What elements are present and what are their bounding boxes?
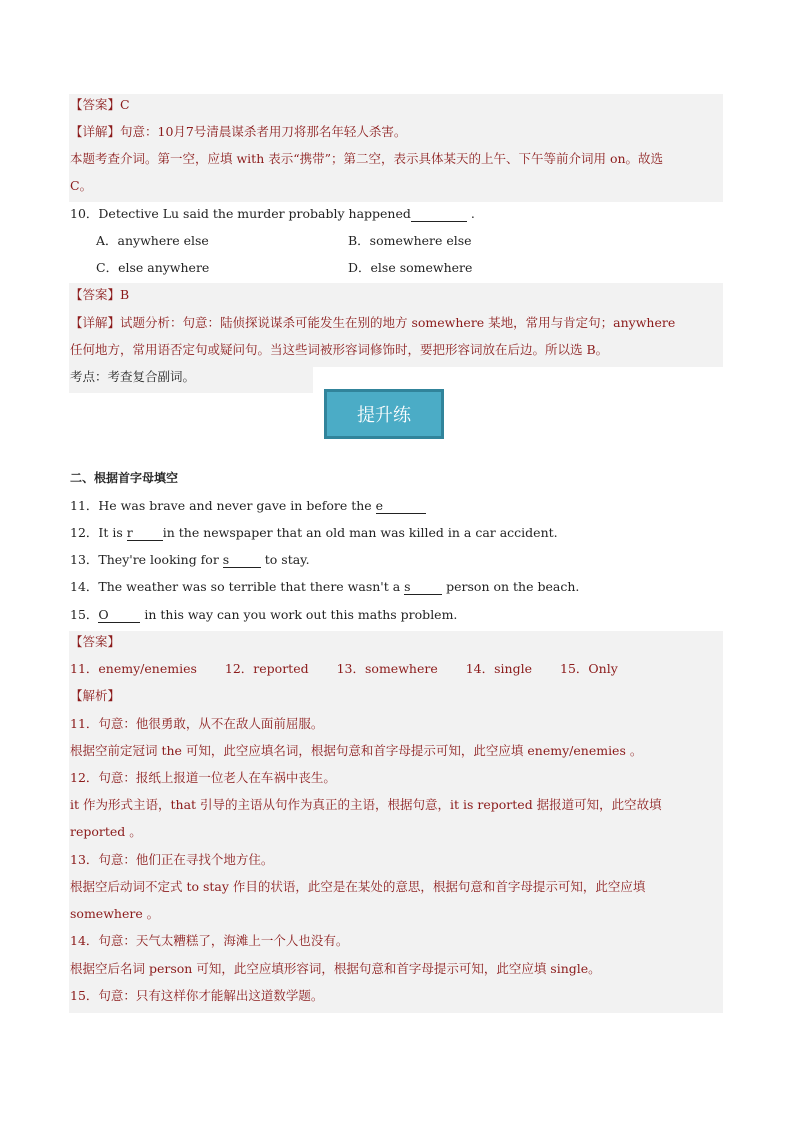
detail-tag: 【详解】: [70, 124, 121, 139]
answer-list: [70, 661, 646, 677]
answer-block-3: [69, 631, 723, 1013]
analysis-line: reported 。: [70, 824, 142, 839]
answer-blank: [411, 207, 467, 222]
option-c[interactable]: C．else anywhere: [96, 260, 210, 275]
answer-blank: [98, 608, 140, 623]
detail-line: [70, 124, 406, 140]
first-letter: s: [404, 579, 411, 594]
option-d[interactable]: D．else somewhere: [348, 260, 473, 275]
question-14: [70, 579, 579, 595]
analysis-line: 13．句意：他们正在寻找个地方住。: [70, 852, 274, 867]
analysis-line: 15．句意：只有这样你才能解出这道数学题。: [70, 988, 324, 1003]
detail-line: 考点：考查复合副词。: [70, 369, 196, 384]
question-text: 12．It is: [70, 525, 127, 540]
analysis-line: 根据空后名词 person 可知，此空应填形容词，根据句意和首字母提示可知，此空应填 single。: [70, 961, 601, 976]
detail-meaning: 句意：10月7号清晨谋杀者用刀将那名年轻人杀害。: [120, 124, 407, 139]
question-text: to stay.: [260, 552, 310, 567]
answer-item: 14．single: [465, 661, 533, 676]
question-15: [70, 607, 457, 623]
detail-line: C。: [70, 178, 93, 193]
answer-item: 11．enemy/enemies: [70, 661, 197, 676]
question-12: [70, 525, 558, 541]
upgrade-practice-button[interactable]: 提升练: [324, 389, 444, 439]
question-10-stem: [70, 206, 475, 222]
first-letter: r: [126, 525, 133, 540]
analysis-line: it 作为形式主语，that 引导的主语从句作为真正的主语，根据句意，it is reported 据报道可知，此空故填: [70, 797, 662, 812]
answer-blank: [223, 553, 261, 568]
answer-item: 12．reported: [224, 661, 309, 676]
question-11: [70, 498, 426, 514]
analysis-line: somewhere 。: [70, 906, 160, 921]
answer-item: 15．Only: [560, 661, 618, 676]
question-text: in the newspaper that an old man was killed in a car accident.: [162, 525, 558, 540]
analysis-label: 【解析】: [70, 688, 121, 703]
detail-line: 【详解】试题分析：句意：陆侦探说谋杀可能发生在别的地方 somewhere 某地，常用与肯定句；anywhere: [70, 315, 676, 330]
question-text: in this way can you work out this maths problem.: [140, 607, 458, 622]
answer-item: 13．somewhere: [336, 661, 438, 676]
question-text: 14．The weather was so terrible that there wasn't a: [70, 579, 405, 594]
question-text: 11．He was brave and never gave in before the: [70, 498, 376, 513]
answer-blank: [127, 526, 163, 541]
section-heading: 二、根据首字母填空: [70, 471, 179, 485]
question-text: person on the beach.: [442, 579, 580, 594]
answer-block-1: [69, 94, 723, 202]
analysis-line: 11．句意：他很勇敢，从不在敌人面前屈服。: [70, 716, 324, 731]
question-end: .: [466, 206, 475, 221]
first-letter: O: [98, 607, 109, 622]
analysis-line: 根据空前定冠词 the 可知，此空应填名词，根据句意和首字母提示可知，此空应填 enemy/enemies 。: [70, 743, 643, 758]
question-text: 10．Detective Lu said the murder probably happened: [70, 206, 411, 221]
analysis-line: 根据空后动词不定式 to stay 作目的状语，此空是在某处的意思，根据句意和首字母提示可知，此空应填: [70, 879, 646, 894]
option-a[interactable]: A．anywhere else: [96, 233, 209, 248]
detail-line: 任何地方，常用语否定句或疑问句。当这些词被形容词修饰时，要把形容词放在后边。所以选 B。: [70, 342, 609, 357]
option-b[interactable]: B．somewhere else: [348, 233, 472, 248]
question-13: [70, 552, 310, 568]
first-letter: e: [375, 498, 384, 513]
question-text: 13．They're looking for: [70, 552, 223, 567]
answer-blank: [404, 580, 442, 595]
answer-blank: [376, 499, 426, 514]
detail-line: 本题考查介词。第一空，应填 with 表示“携带”；第二空，表示具体某天的上午、下午等前介词用 on。故选: [70, 151, 664, 166]
question-text: 15．: [70, 607, 99, 622]
answer-label: 【答案】: [70, 634, 121, 649]
first-letter: s: [222, 552, 230, 567]
analysis-line: 12．句意：报纸上报道一位老人在车祸中丧生。: [70, 770, 336, 785]
answer-label: 【答案】B: [70, 287, 130, 302]
analysis-line: 14．句意：天气太糟糕了，海滩上一个人也没有。: [70, 933, 349, 948]
answer-label: 【答案】C: [70, 97, 130, 112]
